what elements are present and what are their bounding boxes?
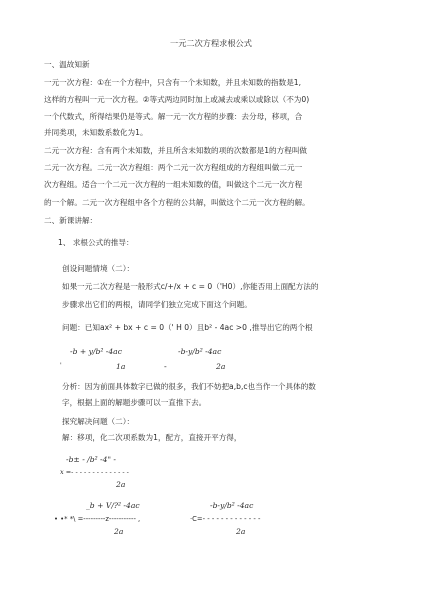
formula-2-numerator: -b± - /b² -4" -: [66, 455, 116, 464]
formula-2-denominator: 2a: [116, 480, 126, 489]
paragraph-two-variable-line-3: 次方程组。适合一个二元一次方程的一组未知数的值，叫做这个二元一次方程: [44, 180, 303, 189]
formula-3-left-numerator: _b + V/?² -4ac: [86, 501, 140, 510]
paragraph-linear-equation-line-3: 一个代数式，所得结果仍是等式。解一元一次方程的步骤：去分母，移项，合: [44, 112, 303, 121]
problem-statement: 问题：已知ax² + bx + c = 0（' H 0）且b² - 4ac >0 ,推导出它的两个根: [62, 323, 313, 332]
subheading-derivation: 1、 求根公式的推导：: [58, 238, 134, 247]
section-heading-review: 一、温故知新: [44, 60, 90, 69]
root-1-denominator: 1a: [116, 362, 126, 371]
analysis-line-2: 字，根据上面的解题步骤可以一直推下去。: [62, 398, 207, 407]
formula-3-left-denominator: 2a: [114, 527, 124, 536]
paragraph-linear-equation-line-4: 并同类项，未知数系数化为1。: [44, 128, 148, 137]
section-heading-new-lesson: 二、新课讲解：: [44, 216, 98, 225]
exploration-heading: 探究解决问题（二）：: [62, 417, 135, 426]
paragraph-linear-equation-line-1: 一元一次方程：①在一个方程中，只含有一个未知数，并且未知数的指数是1,: [44, 78, 302, 87]
paragraph-two-variable-line-1: 二元一次方程：含有两个未知数，并且所含未知数的项的次数都是1的方程叫做: [44, 146, 308, 155]
analysis-line-1: 分析：因为前面具体数字已做的很多，我们不妨把a,b,c也当作一个具体的数: [62, 382, 316, 391]
root-1-numerator: -b + y/b² -4ac: [70, 347, 122, 356]
paragraph-two-variable-line-4: 的一个解。二元一次方程组中各个方程的公共解，叫做这个二元一次方程的解。: [44, 198, 310, 207]
roots-separator: -: [164, 362, 167, 371]
formula-2-fraction-line: x =- - - - - - - - - - - - - -: [60, 468, 129, 476]
page-title: 一元二次方程求根公式: [170, 38, 252, 48]
formula-3-right-equation: ·C=- - - - - - - - - - - - -: [190, 515, 261, 523]
paragraph-linear-equation-line-2: 这样的方程叫一元一次方程。②等式两边同时加上或减去或乘以或除以（不为0): [44, 95, 310, 104]
paragraph-two-variable-line-2: 二元一次方程。二元一次方程组：两个二元一次方程组成的方程组叫做二元一: [44, 163, 303, 172]
question-line-1: 如果一元二次方程是一般形式c/+/x + c = 0（'H0）,你能否用上面配方法的: [62, 282, 319, 291]
solution-steps: 解：移项，化二次项系数为1，配方，直接开平方得，: [62, 433, 242, 442]
problem-context-heading: 创设问题情境（二）：: [62, 264, 135, 273]
formula-3-left-equation: • •* *\ =---------z----------- ,: [54, 515, 141, 523]
root-2-numerator: -b-y/b² -4ac: [178, 347, 222, 356]
formula-3-right-denominator: 2a: [236, 527, 246, 536]
formula-3-right-numerator: -b-y/b² -4ac: [210, 501, 254, 510]
root-2-denominator: 2a: [216, 362, 226, 371]
formula-mark: ': [60, 362, 62, 369]
question-line-2: 步骤求出它们的两根，请同学们独立完成下面这个问题。: [62, 300, 252, 309]
